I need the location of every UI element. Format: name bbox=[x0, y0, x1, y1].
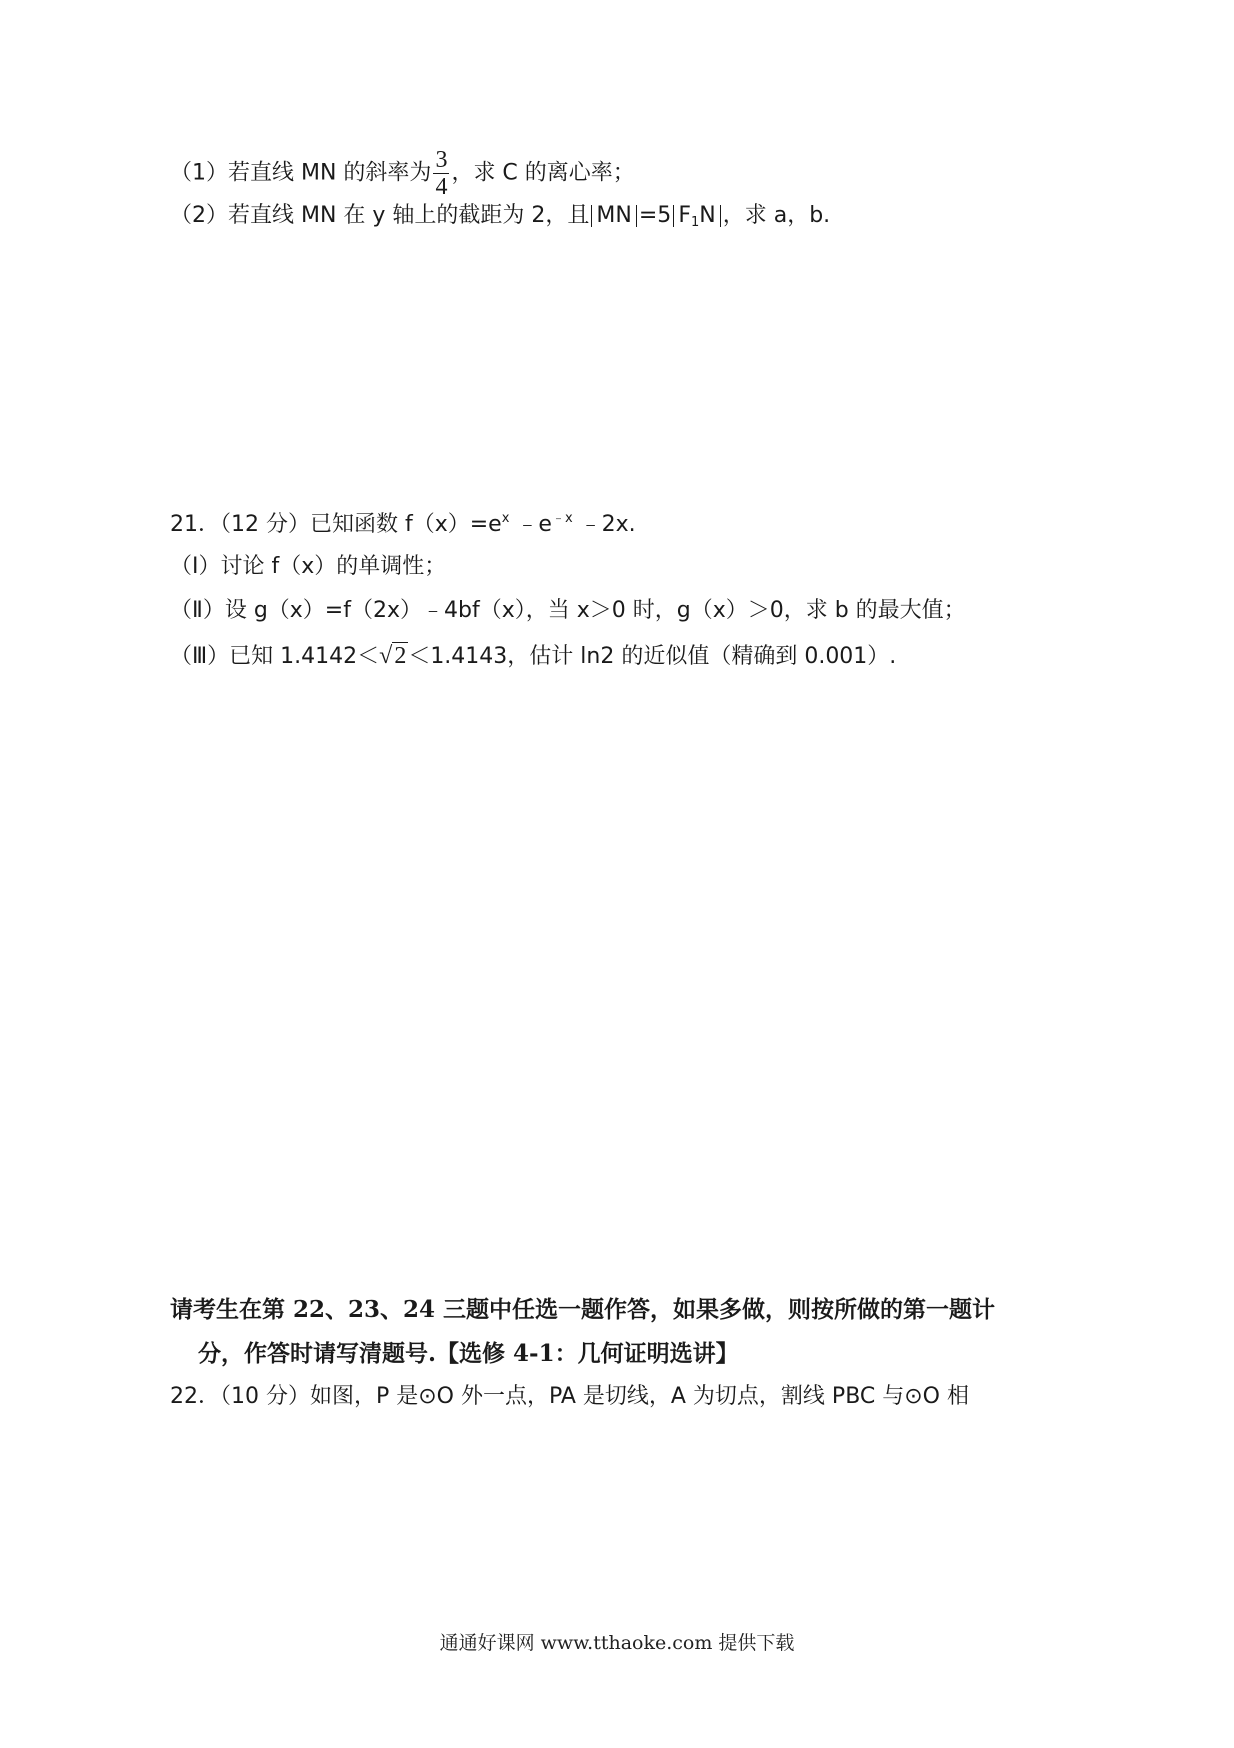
q20-part2-prefix: （2）若直线 MN 在 y 轴上的截距为 2，且 bbox=[170, 203, 590, 228]
q21-title bbox=[170, 512, 636, 536]
q21-title-mid: ﹣e bbox=[509, 512, 552, 537]
q20-part2 bbox=[170, 203, 831, 230]
q21-title-prefix: 21．（12 分）已知函数 f（x）=e bbox=[170, 512, 502, 537]
q22-text: 22．（10 分）如图，P 是⊙O 外一点，PA 是切线，A 为切点，割线 PBC 与⊙O 相 bbox=[170, 1384, 969, 1409]
q21-part3-prefix: （Ⅲ）已知 1.4142＜ bbox=[170, 644, 380, 669]
notice-line1: 请考生在第 22、23、24 三题中任选一题作答，如果多做，则按所做的第一题计 bbox=[170, 1296, 996, 1323]
abs-f1n-f: F bbox=[678, 203, 691, 228]
fraction-numerator: 3 bbox=[435, 147, 448, 173]
q20-part2-suffix: ，求 a，b. bbox=[722, 203, 831, 228]
fraction-denominator: 4 bbox=[435, 174, 448, 200]
abs-f1n-sub: 1 bbox=[690, 215, 700, 230]
abs-mn-text: MN bbox=[596, 203, 632, 228]
q21-sup-negx: ﹣x bbox=[551, 511, 573, 526]
q21-part2: （Ⅱ）设 g（x）=f（2x）﹣4bf（x），当 x＞0 时，g（x）＞0，求 b 的最大值； bbox=[170, 598, 966, 623]
abs-mn bbox=[591, 205, 636, 227]
q21-title-suffix: ﹣2x. bbox=[572, 512, 636, 537]
notice-line2: 分，作答时请写清题号.【选修 4-1：几何证明选讲】 bbox=[198, 1340, 739, 1367]
q21-part3 bbox=[170, 644, 896, 668]
sqrt-sign: √ bbox=[379, 643, 393, 669]
abs-f1n-n: N bbox=[699, 203, 716, 228]
q21-part3-suffix: ＜1.4143，估计 ln2 的近似值（精确到 0.001）. bbox=[408, 644, 897, 669]
page-footer: 通通好课网 www.tthaoke.com 提供下载 bbox=[439, 1632, 795, 1654]
q21-part1: （Ⅰ）讨论 f（x）的单调性； bbox=[170, 554, 447, 579]
sqrt-2 bbox=[379, 644, 408, 668]
q21-sup-x: x bbox=[501, 511, 510, 526]
q20-part2-mid: =5 bbox=[638, 203, 672, 228]
q20-part1-suffix: ，求 C 的离心率； bbox=[451, 160, 635, 186]
q20-part1 bbox=[170, 148, 635, 199]
abs-f1n bbox=[673, 203, 720, 230]
slope-fraction bbox=[433, 148, 449, 199]
q20-part1-prefix: （1）若直线 MN 的斜率为 bbox=[170, 160, 432, 186]
sqrt-radicand: 2 bbox=[394, 643, 407, 669]
